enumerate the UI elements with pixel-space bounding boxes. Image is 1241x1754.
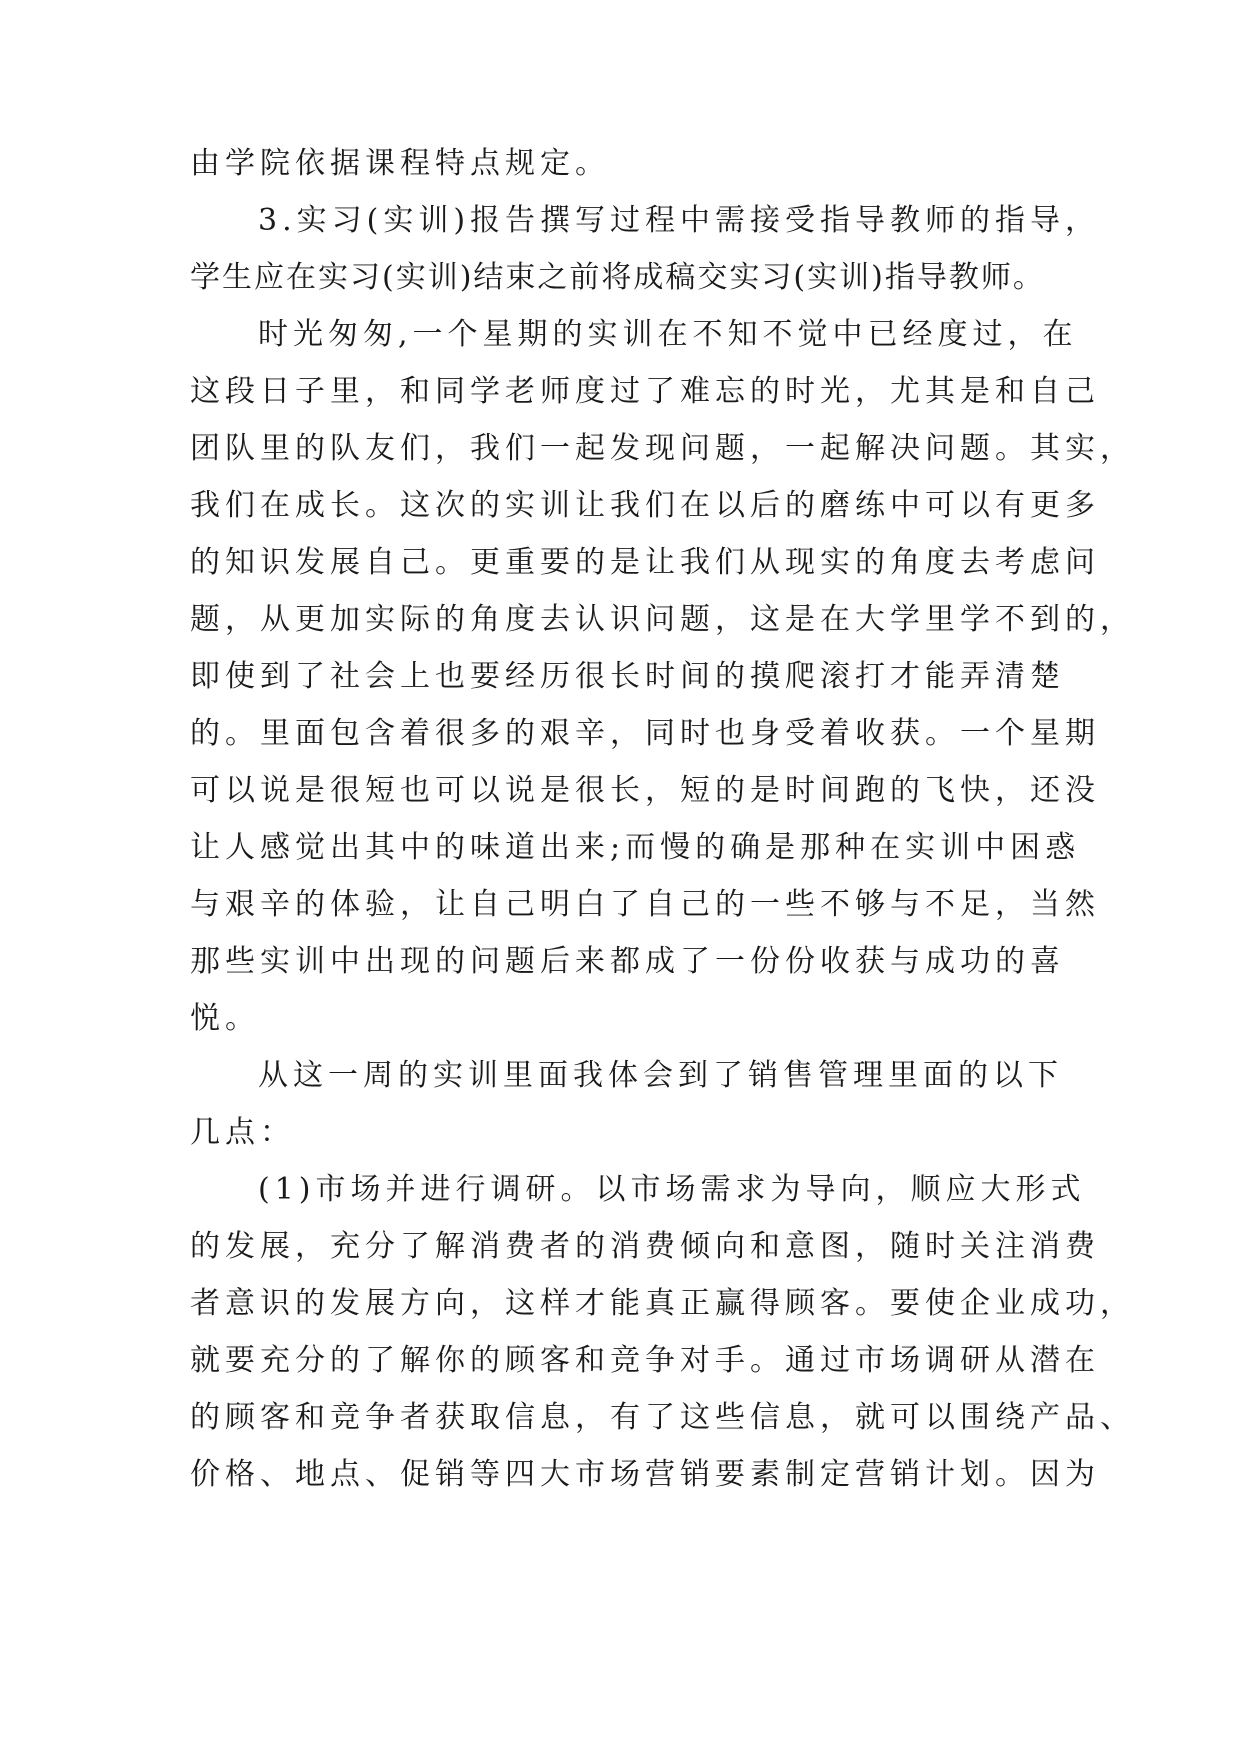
text-line: 的顾客和竞争者获取信息，有了这些信息，就可以围绕产品、 [190, 1400, 1135, 1435]
text-line: 悦。 [190, 1001, 260, 1036]
text-line: 的知识发展自己。更重要的是让我们从现实的角度去考虑问 [190, 545, 1100, 580]
text-line: 那些实训中出现的问题后来都成了一份份收获与成功的喜 [190, 944, 1065, 979]
text-line: 几点： [190, 1115, 295, 1150]
text-line: (1)市场并进行调研。以市场需求为导向，顺应大形式 [258, 1172, 1086, 1207]
text-line: 者意识的发展方向，这样才能真正赢得顾客。要使企业成功， [190, 1286, 1135, 1321]
text-line: 我们在成长。这次的实训让我们在以后的磨练中可以有更多 [190, 488, 1100, 523]
text-line: 学生应在实习(实训)结束之前将成稿交实习(实训)指导教师。 [190, 260, 1045, 295]
text-line: 价格、地点、促销等四大市场营销要素制定营销计划。因为 [190, 1457, 1100, 1492]
text-line: 与艰辛的体验，让自己明白了自己的一些不够与不足，当然 [190, 887, 1100, 922]
text-line: 这段日子里，和同学老师度过了难忘的时光，尤其是和自己 [190, 374, 1100, 409]
text-line: 的。里面包含着很多的艰辛，同时也身受着收获。一个星期 [190, 716, 1100, 751]
text-line: 题，从更加实际的角度去认识问题，这是在大学里学不到的， [190, 602, 1135, 637]
text-line: 从这一周的实训里面我体会到了销售管理里面的以下 [258, 1058, 1063, 1093]
text-line: 团队里的队友们，我们一起发现问题，一起解决问题。其实， [190, 431, 1135, 466]
text-line: 让人感觉出其中的味道出来;而慢的确是那种在实训中困惑 [190, 830, 1081, 865]
text-line: 时光匆匆,一个星期的实训在不知不觉中已经度过，在 [258, 317, 1078, 352]
text-line: 可以说是很短也可以说是很长，短的是时间跑的飞快，还没 [190, 773, 1100, 808]
text-line: 就要充分的了解你的顾客和竞争对手。通过市场调研从潜在 [190, 1343, 1100, 1378]
text-line: 由学院依据课程特点规定。 [190, 146, 610, 181]
text-line: 即使到了社会上也要经历很长时间的摸爬滚打才能弄清楚 [190, 659, 1065, 694]
text-line: 的发展，充分了解消费者的消费倾向和意图，随时关注消费 [190, 1229, 1100, 1264]
text-line: 3.实习(实训)报告撰写过程中需接受指导教师的指导， [258, 203, 1101, 238]
